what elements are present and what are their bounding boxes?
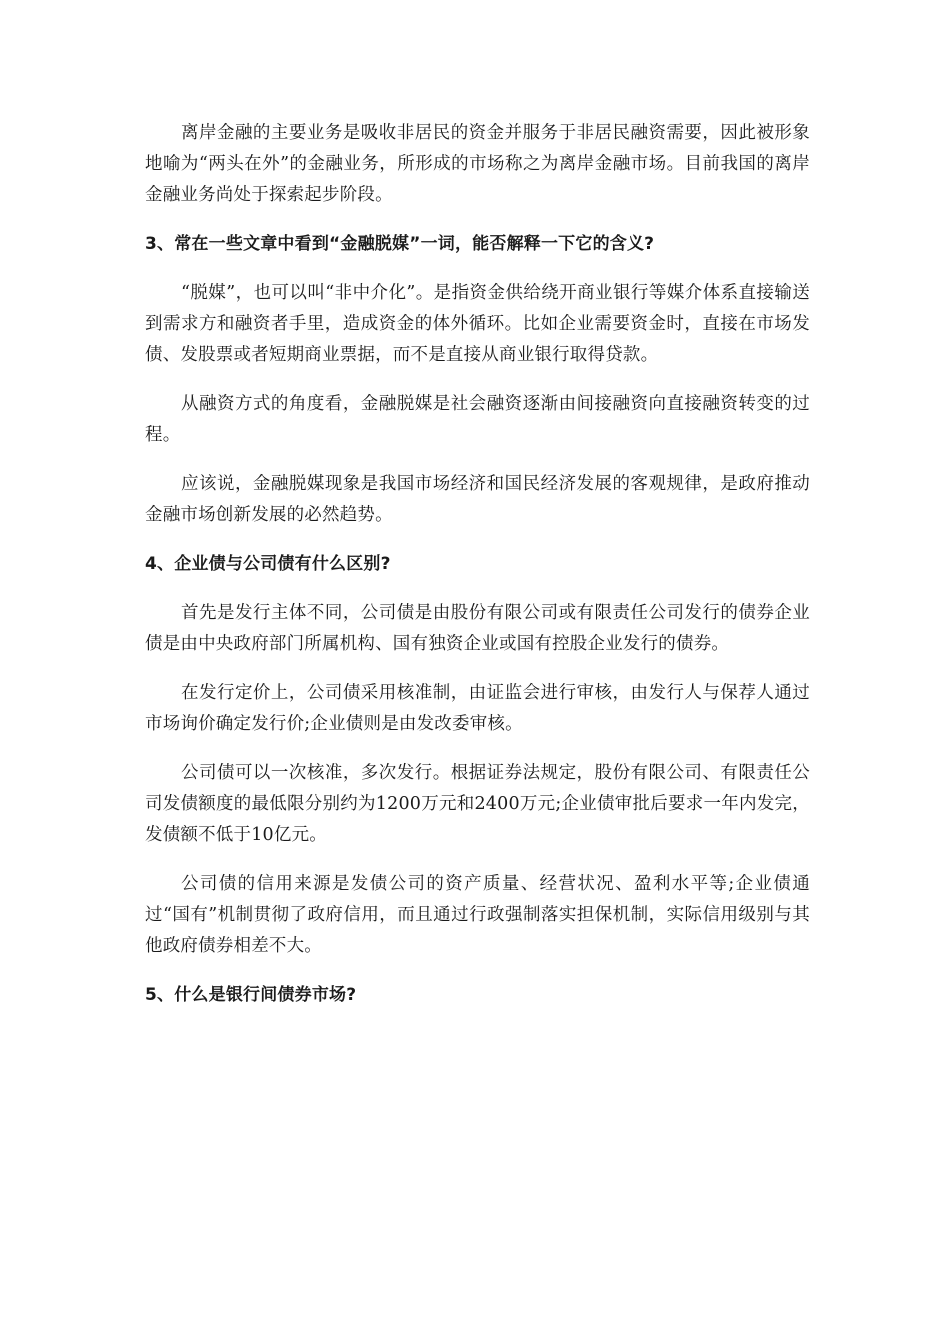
paragraph-credit-source: 公司债的信用来源是发债公司的资产质量、经营状况、盈利水平等;企业债通过“国有”机制贯彻了政府信用，而且通过行政强制落实担保机制，实际信用级别与其他政府债券相差不大。 <box>145 874 810 956</box>
question-4-heading: 4、企业债与公司债有什么区别? <box>145 554 391 574</box>
paragraph-pricing-difference: 在发行定价上，公司债采用核准制，由证监会进行审核，由发行人与保荐人通过市场询价确定发行价;企业债则是由发改委审核。 <box>145 683 810 734</box>
paragraph-financing-perspective: 从融资方式的角度看，金融脱媒是社会融资逐渐由间接融资向直接融资转变的过程。 <box>145 394 810 445</box>
question-3-heading: 3、常在一些文章中看到“金融脱媒”一词，能否解释一下它的含义? <box>145 234 655 254</box>
question-5-heading: 5、什么是银行间债券市场? <box>145 985 357 1005</box>
paragraph-issuer-difference: 首先是发行主体不同，公司债是由股份有限公司或有限责任公司发行的债券企业债是由中央政府部门所属机构、国有独资企业或国有控股企业发行的债券。 <box>145 603 810 654</box>
paragraph-disintermediation-definition: “脱媒”，也可以叫“非中介化”。是指资金供给绕开商业银行等媒介体系直接输送到需求方和融资者手里，造成资金的体外循环。比如企业需要资金时，直接在市场发债、发股票或者短期商业票据，而不是直接从商业银行取得贷款。 <box>145 283 810 365</box>
paragraph-issuance-rules: 公司债可以一次核准，多次发行。根据证券法规定，股份有限公司、有限责任公司发债额度的最低限分别约为1200万元和2400万元;企业债审批后要求一年内发完，发债额不低于10亿元。 <box>145 763 810 845</box>
document-body <box>145 118 810 1029</box>
paragraph-objective-law: 应该说，金融脱媒现象是我国市场经济和国民经济发展的客观规律，是政府推动金融市场创新发展的必然趋势。 <box>145 474 810 525</box>
paragraph-offshore-finance: 离岸金融的主要业务是吸收非居民的资金并服务于非居民融资需要，因此被形象地喻为“两头在外”的金融业务，所形成的市场称之为离岸金融市场。目前我国的离岸金融业务尚处于探索起步阶段。 <box>145 123 810 205</box>
